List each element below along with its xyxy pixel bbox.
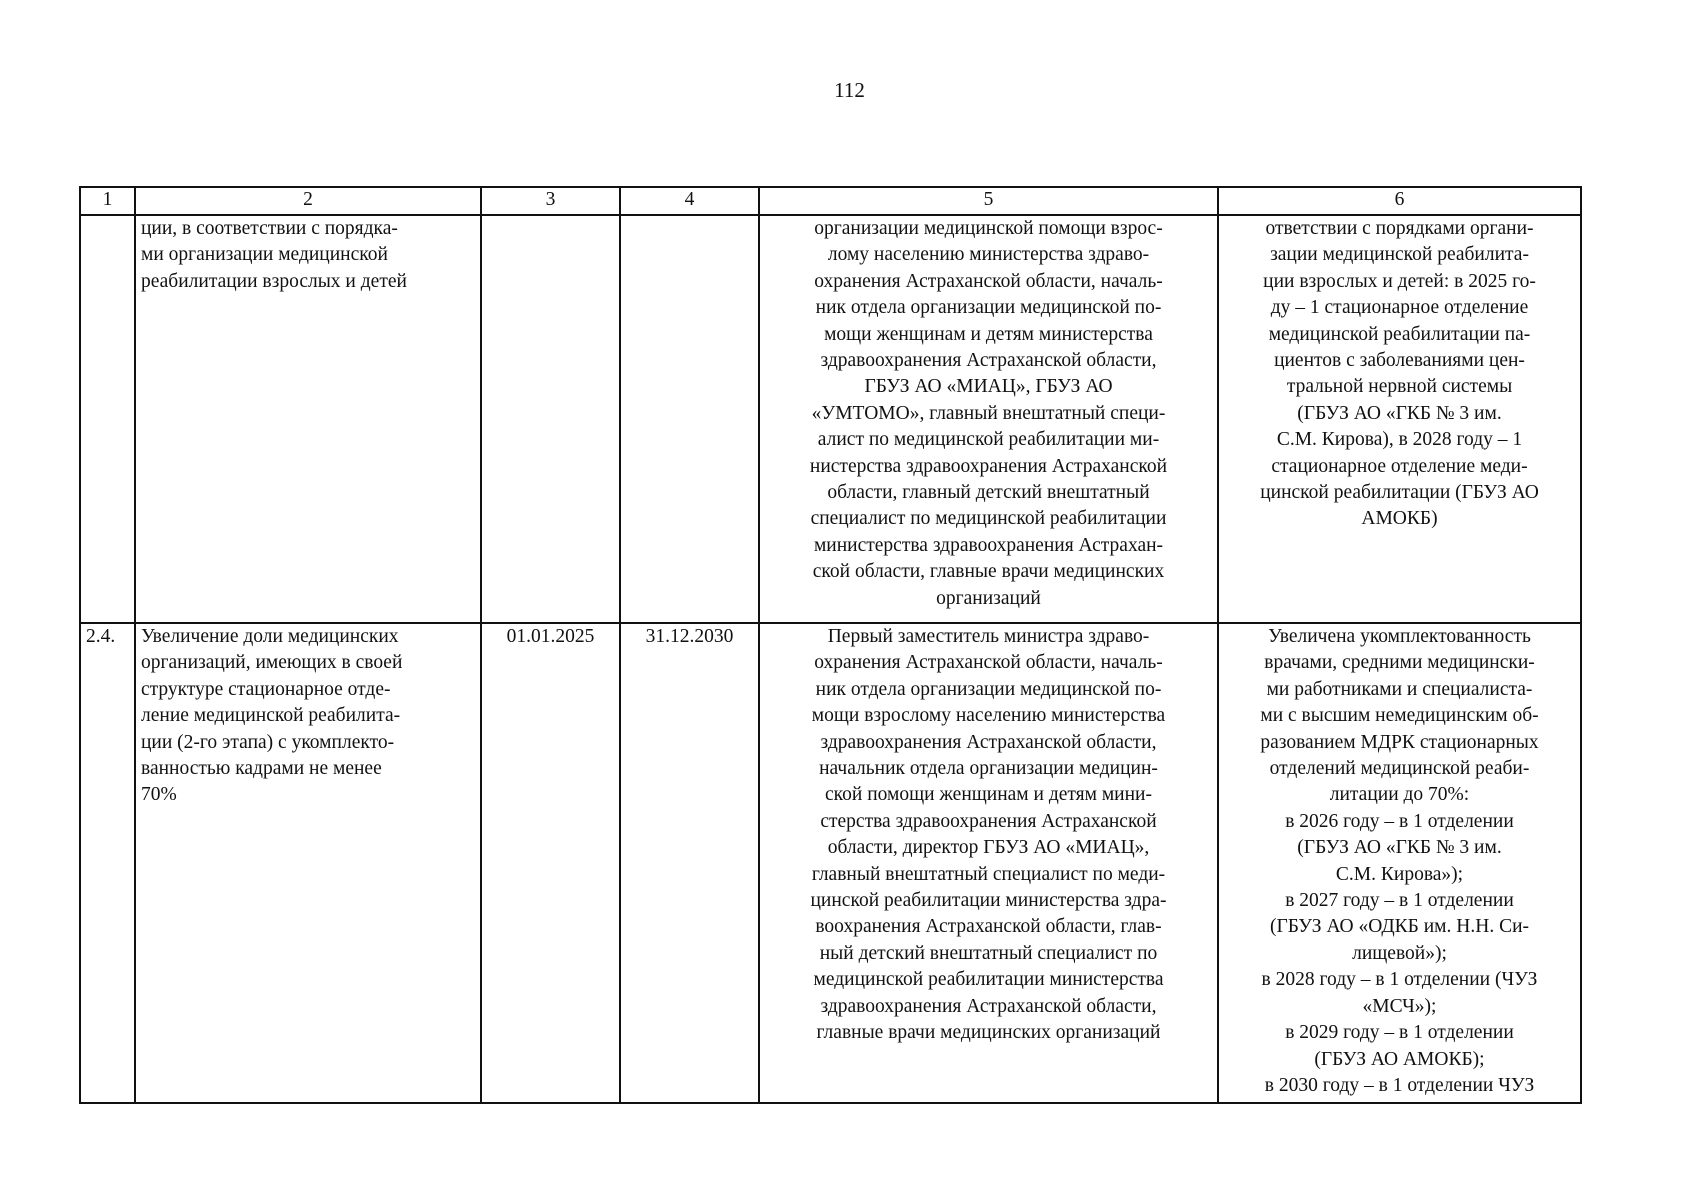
text-line: 70% [141,784,177,806]
text-line: охранения Астраханской области, началь- [814,652,1163,674]
text-line: в 2026 году – в 1 отделении [1285,810,1514,832]
text-line: цинской реабилитации министерства здра- [810,890,1167,912]
text-line: ГБУЗ АО «МИАЦ», ГБУЗ АО [864,376,1113,398]
text-line: охранения Астраханской области, началь- [814,270,1163,292]
text-line: здравоохранения Астраханской области, [820,731,1157,753]
table-row [80,623,1581,1103]
text-line: специалист по медицинской реабилитации [810,508,1167,530]
start-date-cell: 01.01.2025 [481,623,620,1103]
text-line: в 2029 году – в 1 отделении [1285,1022,1514,1044]
text-line: ской помощи женщинам и детям мини- [825,784,1152,806]
header-col-5: 5 [759,187,1218,215]
text-line: министерства здравоохранения Астрахан- [813,534,1164,556]
header-col-4: 4 [620,187,759,215]
start-date-cell [481,215,620,623]
text-line: организаций [936,587,1041,609]
text-line: ции взрослых и детей: в 2025 го- [1263,270,1536,292]
text-line: Первый заместитель министра здраво- [827,626,1150,647]
text-line: АМОКБ) [1361,508,1438,530]
text-line: тральной нервной системы [1286,376,1513,398]
text-line: организации медицинской помощи взрос- [814,218,1163,239]
text-line: воохранения Астраханской области, глав- [815,916,1162,938]
event-cell [135,623,481,1103]
text-line: ми с высшим немедицинским об- [1260,705,1539,727]
text-line: начальник отдела организации медицин- [819,758,1158,780]
header-col-3: 3 [481,187,620,215]
text-line: лому населению министерства здраво- [827,244,1150,266]
text-line: Увеличена укомплектованность [1268,626,1531,647]
text-line: циентов с заболеваниями цен- [1274,350,1525,372]
text-line: цинской реабилитации (ГБУЗ АО [1260,482,1539,504]
end-date-cell [620,215,759,623]
text-line: (ГБУЗ АО «ГКБ № 3 им. [1297,402,1502,424]
text-line: ление медицинской реабилита- [141,705,401,727]
text-line: ми работниками и специалиста- [1266,678,1533,700]
text-line: «УМТОМО», главный внештатный специ- [811,402,1166,424]
text-line: мощи женщинам и детям министерства [824,323,1153,345]
result-cell [1218,215,1581,623]
header-col-2: 2 [135,187,481,215]
text-line: здравоохранения Астраханской области, [820,350,1157,372]
text-line: алист по медицинской реабилитации ми- [817,429,1160,451]
text-line: структуре стационарное отде- [141,678,391,700]
row-number-cell: 2.4. [80,623,135,1103]
text-line: (ГБУЗ АО «ОДКБ им. Н.Н. Си- [1269,916,1530,938]
text-line: в 2027 году – в 1 отделении [1285,890,1514,912]
text-line: литации до 70%: [1329,784,1470,806]
text-line: нистерства здравоохранения Астраханской [809,455,1168,477]
event-cell [135,215,481,623]
result-cell [1218,623,1581,1103]
text-line: ду – 1 стационарное отделение [1270,297,1529,319]
table-header-row [80,187,1581,215]
page-number: 112 [834,78,865,102]
text-line: «МСЧ»); [1362,995,1437,1017]
header-col-1: 1 [80,187,135,215]
plan-table [79,186,1582,1104]
text-line: медицинской реабилитации министерства [813,969,1164,991]
text-line: в 2030 году – в 1 отделении ЧУЗ [1264,1074,1535,1096]
responsible-cell [759,215,1218,623]
text-line: стерства здравоохранения Астраханской [820,810,1157,832]
text-line: ный детский внештатный специалист по [819,942,1158,964]
text-line: ответствии с порядками органи- [1265,218,1534,239]
text-line: главный внештатный специалист по меди- [811,863,1166,885]
text-line: медицинской реабилитации па- [1268,323,1531,345]
text-line: лищевой»); [1352,942,1447,964]
text-line: реабилитации взрослых и детей [141,270,407,292]
text-line: области, главный детский внештатный [827,482,1150,504]
header-col-6: 6 [1218,187,1581,215]
text-line: главные врачи медицинских организаций [816,1022,1161,1044]
text-line: ции (2-го этапа) с укомплекто- [141,731,395,753]
row-number-cell [80,215,135,623]
text-line: С.М. Кирова»); [1335,863,1464,885]
text-line: ванностью кадрами не менее [141,758,382,780]
text-line: ми организации медицинской [141,244,388,266]
end-date-cell: 31.12.2030 [620,623,759,1103]
text-line: в 2028 году – в 1 отделении (ЧУЗ [1261,969,1538,991]
text-line: ской области, главные врачи медицинских [812,561,1165,583]
text-line: С.М. Кирова), в 2028 году – 1 [1276,429,1523,451]
text-line: отделений медицинской реаби- [1269,758,1530,780]
text-line: ник отдела организации медицинской по- [815,297,1162,319]
text-line: врачами, средними медицински- [1264,652,1535,674]
text-line: организаций, имеющих в своей [141,652,403,674]
text-line: разованием МДРК стационарных [1260,731,1539,753]
table-row [80,215,1581,623]
text-line: ции, в соответствии с порядка- [141,218,398,239]
text-line: ник отдела организации медицинской по- [815,678,1162,700]
text-line: зации медицинской реабилита- [1270,244,1529,266]
responsible-cell [759,623,1218,1103]
text-line: (ГБУЗ АО АМОКБ); [1314,1048,1485,1070]
text-line: Увеличение доли медицинских [141,626,399,647]
text-line: стационарное отделение меди- [1271,455,1528,477]
text-line: мощи взрослому населению министерства [811,705,1166,727]
text-line: здравоохранения Астраханской области, [820,995,1157,1017]
text-line: (ГБУЗ АО «ГКБ № 3 им. [1297,837,1502,859]
text-line: области, директор ГБУЗ АО «МИАЦ», [827,837,1150,859]
